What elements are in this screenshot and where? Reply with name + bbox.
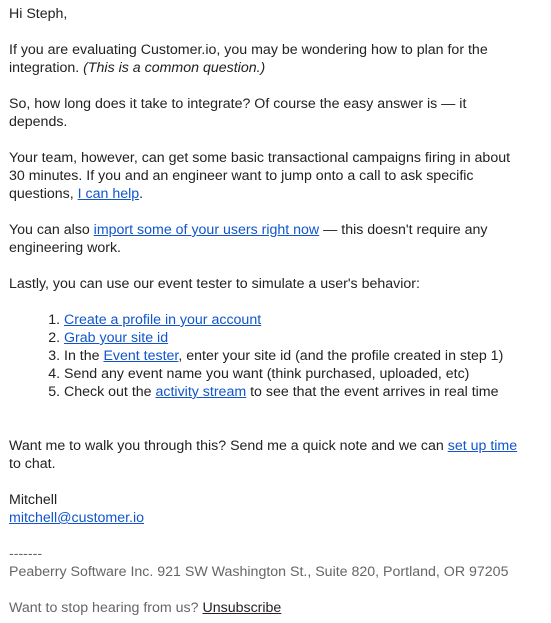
paragraph-import: You can also import some of your users right now — this doesn't require any engineering work. [9, 222, 488, 256]
signature-name: Mitchell [9, 492, 58, 508]
paragraph-team: Your team, however, can get some basic transactional campaigns firing in about 30 minutes. If you and an engineer want to jump onto a call to ask specific questions, I can help. [9, 150, 511, 202]
paragraph-walkthrough: Want me to walk you through this? Send me a quick note and we can set up time to chat. [9, 438, 518, 472]
italic-note: (This is a common question.) [83, 60, 266, 76]
paragraph-intro: If you are evaluating Customer.io, you may be wondering how to plan for the integration. (This is a common question.) [9, 42, 488, 76]
footer-unsubscribe-line: Want to stop hearing from us? Unsubscribe [9, 600, 282, 616]
paragraph-event-tester: Lastly, you can use our event tester to simulate a user's behavior: [9, 276, 420, 292]
signature [9, 491, 519, 527]
import-users-link[interactable]: import some of your users right now [93, 222, 320, 238]
list-item: 4. Send any event name you want (think purchased, uploaded, etc) [64, 365, 519, 383]
grab-site-id-link[interactable]: Grab your site id [64, 330, 169, 346]
set-up-time-link[interactable]: set up time [447, 438, 518, 454]
list-item: 5. Check out the activity stream to see that the event arrives in real time [64, 383, 519, 401]
greeting: Hi Steph, [9, 6, 68, 22]
i-can-help-link[interactable]: I can help [77, 186, 140, 202]
footer-divider: ------- [9, 546, 43, 562]
list-item [64, 329, 519, 347]
event-tester-link[interactable]: Event tester [103, 348, 179, 364]
signature-email-link[interactable]: mitchell@customer.io [9, 510, 145, 526]
paragraph-depends: So, how long does it take to integrate? Of course the easy answer is — it depends. [9, 96, 467, 130]
unsubscribe-link[interactable]: Unsubscribe [202, 600, 282, 616]
activity-stream-link[interactable]: activity stream [155, 384, 247, 400]
list-item [64, 311, 519, 329]
steps-list [9, 311, 519, 401]
create-profile-link[interactable]: Create a profile in your account [64, 312, 262, 328]
footer-address: Peaberry Software Inc. 921 SW Washington St., Suite 820, Portland, OR 97205 [9, 564, 509, 580]
list-item: 3. In the Event tester, enter your site id (and the profile created in step 1) [64, 347, 519, 365]
footer [9, 545, 519, 617]
